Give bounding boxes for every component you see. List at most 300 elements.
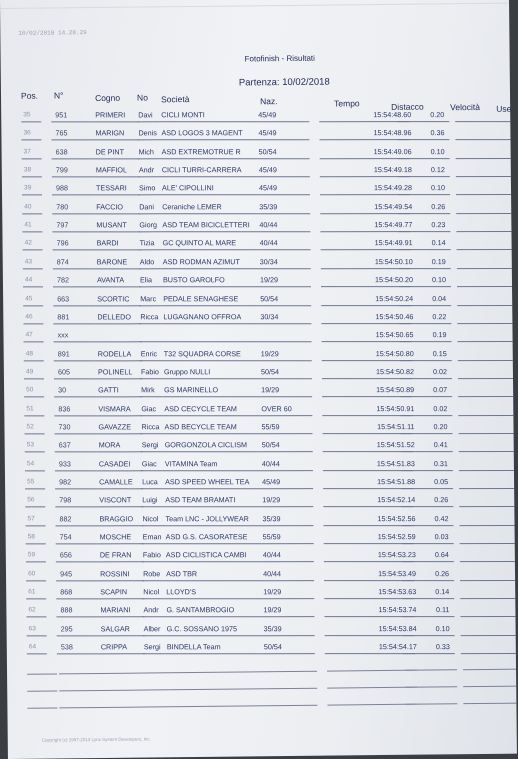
cell-num: 637 xyxy=(58,440,71,450)
cell-tempo: 15:54:50.65 xyxy=(375,330,414,340)
row-underline xyxy=(142,543,164,544)
cell-cognome: CRIPPA xyxy=(100,642,128,652)
row-underline xyxy=(139,305,161,306)
row-underline xyxy=(94,213,140,214)
cell-naz: 40/44 xyxy=(259,238,278,248)
row-underline xyxy=(456,158,511,159)
cell-pos: 62 xyxy=(28,606,36,614)
header-nation: Naz. xyxy=(260,96,278,107)
cell-pos: 63 xyxy=(28,625,36,633)
row-underline xyxy=(322,415,412,416)
cell-societa: BUSTO GAROLFO xyxy=(162,275,225,285)
row-underline xyxy=(95,286,141,287)
blank-row-line xyxy=(169,688,265,690)
table-row xyxy=(23,495,514,513)
table-row xyxy=(22,330,513,348)
row-underline xyxy=(402,543,454,544)
row-underline xyxy=(53,286,95,287)
table-row xyxy=(21,257,512,275)
cell-distacco: 0.26 xyxy=(431,201,446,211)
row-underline xyxy=(262,617,314,618)
cell-pos: 50 xyxy=(26,386,34,394)
row-underline xyxy=(21,121,41,122)
row-underline xyxy=(324,598,414,599)
cell-distacco: 0.10 xyxy=(435,623,450,633)
row-underline xyxy=(400,415,452,416)
cell-cognome: SCAPIN xyxy=(100,587,128,597)
row-underline xyxy=(142,562,164,563)
row-underline xyxy=(55,433,97,434)
cell-distacco: 0.26 xyxy=(435,568,450,578)
row-underline xyxy=(162,341,260,342)
blank-row-line xyxy=(27,673,57,674)
row-underline xyxy=(320,213,410,214)
row-underline xyxy=(52,176,94,177)
table-row xyxy=(21,294,512,312)
cell-nome: Giac xyxy=(141,403,157,413)
row-underline xyxy=(399,305,451,306)
cell-societa: ASD SPEED WHEEL TEA xyxy=(165,477,250,487)
cell-distacco: 0.05 xyxy=(434,477,449,487)
cell-cognome: MORA xyxy=(98,440,121,450)
row-underline xyxy=(22,195,42,196)
row-underline xyxy=(459,525,514,526)
row-underline xyxy=(164,562,262,563)
row-underline xyxy=(324,580,414,581)
blank-row-line xyxy=(27,690,57,691)
row-underline xyxy=(458,341,513,342)
row-underline xyxy=(163,452,261,453)
row-underline xyxy=(98,543,144,544)
cell-num: 663 xyxy=(57,293,70,303)
cell-naz: 45/49 xyxy=(258,128,277,138)
cell-societa: ASD G.S. CASORATESE xyxy=(165,532,248,542)
row-underline xyxy=(52,195,94,196)
cell-num: 891 xyxy=(57,348,70,358)
row-underline xyxy=(455,139,510,140)
cell-naz: 55/59 xyxy=(262,532,281,542)
blank-row-line xyxy=(145,672,169,673)
cell-pos: 36 xyxy=(23,129,31,137)
row-underline xyxy=(261,507,313,508)
cell-pos: 49 xyxy=(25,368,34,376)
row-underline xyxy=(459,433,514,434)
cell-tempo: 15:54:53.63 xyxy=(378,587,417,597)
cell-naz: 50/54 xyxy=(260,367,279,377)
row-underline xyxy=(320,195,410,196)
table-row xyxy=(22,349,513,367)
row-underline xyxy=(24,342,44,343)
blank-row-line xyxy=(59,707,103,708)
row-underline xyxy=(22,158,42,159)
row-underline xyxy=(398,158,450,159)
cell-pos: 60 xyxy=(28,570,36,578)
cell-distacco: 0.20 xyxy=(433,422,448,432)
blank-row-line xyxy=(265,687,317,689)
cell-naz: 45/49 xyxy=(258,110,277,120)
row-underline xyxy=(140,378,162,379)
row-underline xyxy=(139,250,161,251)
table-row xyxy=(24,605,515,623)
cell-tempo: 15:54:51.88 xyxy=(377,477,416,487)
row-underline xyxy=(97,507,143,508)
row-underline xyxy=(26,562,46,563)
cell-cognome: PRIMERI xyxy=(95,110,126,120)
row-underline xyxy=(258,176,310,177)
cell-naz: 19/29 xyxy=(260,348,279,358)
blank-row-line xyxy=(405,669,457,671)
cell-tempo: 15:54:50.46 xyxy=(375,311,414,321)
cell-cognome: CASADEI xyxy=(98,458,131,468)
row-underline xyxy=(399,323,451,324)
row-underline xyxy=(262,543,314,544)
blank-row-line xyxy=(101,706,147,707)
cell-naz: 19/29 xyxy=(263,605,282,615)
header-name: No xyxy=(136,92,148,103)
row-underline xyxy=(262,580,314,581)
cell-nome: Andr xyxy=(143,605,159,615)
row-underline xyxy=(96,397,142,398)
table-row xyxy=(20,183,511,201)
row-underline xyxy=(163,488,261,489)
row-underline xyxy=(162,396,260,397)
row-underline xyxy=(138,176,160,177)
cell-distacco: 0.02 xyxy=(433,403,448,413)
row-underline xyxy=(323,525,413,526)
row-underline xyxy=(54,378,96,379)
cell-cognome: MARIANI xyxy=(100,605,131,615)
row-underline xyxy=(140,415,162,416)
row-underline xyxy=(324,561,414,562)
cell-pos: 37 xyxy=(23,148,31,156)
cell-tempo: 15:54:50.80 xyxy=(375,348,414,358)
cell-num: 874 xyxy=(56,257,69,267)
cell-tempo: 15:54:52.59 xyxy=(377,532,416,542)
cell-pos: 52 xyxy=(26,423,34,431)
row-underline xyxy=(139,286,161,287)
cell-naz: 30/34 xyxy=(260,312,279,322)
row-underline xyxy=(54,360,96,361)
cell-societa: CICLI TURRI-CARRERA xyxy=(161,165,242,175)
cell-naz: 19/29 xyxy=(263,587,282,597)
row-underline xyxy=(162,415,260,416)
row-underline xyxy=(22,176,42,177)
row-underline xyxy=(22,231,42,232)
cell-pos: 58 xyxy=(27,533,35,541)
table-row xyxy=(21,312,512,330)
cell-societa: G. SANTAMBROGIO xyxy=(166,605,235,615)
row-underline xyxy=(258,158,310,159)
cell-naz: 40/44 xyxy=(263,568,282,578)
cell-num: 765 xyxy=(55,128,68,138)
cell-pos: 64 xyxy=(28,643,37,651)
cell-distacco: 0.64 xyxy=(434,550,449,560)
row-underline xyxy=(456,176,511,177)
row-underline xyxy=(52,158,94,159)
cell-tempo: 15:54:53.23 xyxy=(377,550,416,560)
row-underline xyxy=(459,451,514,452)
blank-row-line xyxy=(265,705,317,707)
row-underline xyxy=(402,617,454,618)
table-row xyxy=(24,587,515,605)
cell-tempo: 15:54:52.14 xyxy=(377,495,416,505)
cell-distacco: 0.26 xyxy=(434,495,449,505)
blank-row-line xyxy=(327,686,417,688)
row-underline xyxy=(93,121,139,122)
row-underline xyxy=(98,580,144,581)
row-underline xyxy=(162,360,260,361)
row-underline xyxy=(23,305,43,306)
row-underline xyxy=(97,488,143,489)
row-underline xyxy=(401,470,453,471)
cell-naz: 50/54 xyxy=(258,146,277,156)
row-underline xyxy=(138,231,160,232)
cell-cognome: VISCONT xyxy=(99,495,132,505)
row-underline xyxy=(323,470,413,471)
cell-societa: ASD TBR xyxy=(166,569,198,579)
table-row xyxy=(20,165,511,183)
cell-pos: 55 xyxy=(27,478,35,486)
page-title: Fotofinish - Risultati xyxy=(244,53,315,64)
row-underline xyxy=(138,158,160,159)
row-underline xyxy=(260,378,312,379)
row-underline xyxy=(262,562,314,563)
cell-naz: 35/39 xyxy=(259,201,278,211)
cell-societa: GORGONZOLA CICLISM xyxy=(164,440,248,450)
cell-societa: BINDELLA Team xyxy=(166,642,221,652)
header-gap: Distacco xyxy=(391,101,424,112)
table-row xyxy=(20,202,511,220)
cell-nome: Nicol xyxy=(143,587,160,597)
cell-societa: ASD TEAM BICICLETTERI xyxy=(162,220,250,230)
cell-nome: Nicol xyxy=(142,513,159,523)
table-row xyxy=(22,367,513,385)
row-underline xyxy=(97,452,143,453)
cell-num: 730 xyxy=(58,422,71,432)
row-underline xyxy=(402,561,454,562)
table-row xyxy=(23,477,514,495)
row-underline xyxy=(95,250,141,251)
row-underline xyxy=(262,598,314,599)
cell-num: 868 xyxy=(60,587,73,597)
row-underline xyxy=(460,561,515,562)
row-underline xyxy=(51,121,93,122)
cell-cognome: CAMALLE xyxy=(99,477,133,487)
row-underline xyxy=(257,121,309,122)
header-surname: Cogno xyxy=(94,92,121,104)
cell-distacco: 0.19 xyxy=(432,330,447,340)
row-underline xyxy=(459,470,514,471)
row-underline xyxy=(322,396,412,397)
table-row xyxy=(24,569,515,587)
cell-cognome: VISMARA xyxy=(98,403,131,413)
row-underline xyxy=(400,341,452,342)
row-underline xyxy=(460,543,515,544)
cell-distacco: 0.14 xyxy=(435,587,450,597)
row-underline xyxy=(25,470,45,471)
cell-distacco: 0.04 xyxy=(432,293,447,303)
cell-num: 797 xyxy=(56,220,69,230)
row-underline xyxy=(458,415,513,416)
cell-tempo: 15:54:49.54 xyxy=(374,201,413,211)
blank-row-line xyxy=(463,668,516,670)
cell-societa: ASD BECYCLE TEAM xyxy=(164,422,237,432)
row-underline xyxy=(141,452,163,453)
row-underline xyxy=(139,268,161,269)
cell-pos: 51 xyxy=(26,404,34,412)
blank-row-line xyxy=(169,705,265,707)
row-underline xyxy=(143,635,165,636)
row-underline xyxy=(141,507,163,508)
row-underline xyxy=(98,598,144,599)
row-underline xyxy=(160,231,258,232)
row-underline xyxy=(324,543,414,544)
row-underline xyxy=(142,580,164,581)
row-underline xyxy=(263,653,315,654)
row-underline xyxy=(258,231,310,232)
row-underline xyxy=(24,415,44,416)
row-underline xyxy=(164,598,262,599)
table-row xyxy=(24,532,515,550)
cell-cognome: MUSANT xyxy=(96,220,127,230)
cell-nome: Dani xyxy=(139,202,155,212)
cell-pos: 42 xyxy=(24,239,32,247)
cell-distacco: 0.41 xyxy=(433,440,448,450)
cell-nome: Luigi xyxy=(142,495,158,505)
row-underline xyxy=(139,323,161,324)
row-underline xyxy=(57,653,99,654)
cell-distacco: 0.23 xyxy=(431,220,446,230)
row-underline xyxy=(259,286,311,287)
row-underline xyxy=(165,653,263,654)
row-underline xyxy=(258,213,310,214)
cell-cognome: GAVAZZE xyxy=(98,422,132,432)
cell-pos: 44 xyxy=(24,276,33,284)
cell-distacco: 0.22 xyxy=(432,311,447,321)
cell-naz: 55/59 xyxy=(261,422,280,432)
cell-naz: 40/44 xyxy=(261,458,280,468)
cell-cognome: ROSSINI xyxy=(100,569,130,579)
row-underline xyxy=(460,580,515,581)
cell-societa: ASD CICLISTICA CAMBI xyxy=(165,550,247,560)
row-underline xyxy=(261,525,313,526)
row-underline xyxy=(142,598,164,599)
row-underline xyxy=(56,598,98,599)
row-underline xyxy=(51,140,93,141)
cell-nome: Fabio xyxy=(140,367,159,377)
row-underline xyxy=(26,598,46,599)
cell-naz: 50/54 xyxy=(263,642,282,652)
row-underline xyxy=(164,580,262,581)
cell-cognome: SCORTIC xyxy=(97,293,130,303)
row-underline xyxy=(260,396,312,397)
row-underline xyxy=(54,397,96,398)
table-row xyxy=(22,404,513,422)
row-underline xyxy=(140,397,162,398)
table-row xyxy=(20,147,511,165)
cell-cognome: BARDI xyxy=(96,238,119,248)
row-underline xyxy=(399,268,451,269)
cell-cognome: DE FRAN xyxy=(99,550,132,560)
row-underline xyxy=(165,635,263,636)
row-underline xyxy=(162,378,260,379)
cell-nome: Luca xyxy=(142,477,158,487)
cell-cognome: MAFFIOL xyxy=(95,165,127,175)
cell-pos: 47 xyxy=(25,331,33,339)
row-underline xyxy=(140,360,162,361)
row-underline xyxy=(321,305,411,306)
row-underline xyxy=(99,635,145,636)
table-row xyxy=(20,220,511,238)
cell-nome: Ricca xyxy=(140,312,159,322)
cell-nome: Elia xyxy=(139,275,152,285)
row-underline xyxy=(53,268,95,269)
row-underline xyxy=(94,158,140,159)
row-underline xyxy=(137,121,159,122)
cell-tempo: 15:54:51.11 xyxy=(377,422,415,432)
row-underline xyxy=(93,140,139,141)
table-row xyxy=(25,624,516,642)
table-row xyxy=(21,275,512,293)
row-underline xyxy=(320,158,410,159)
row-underline xyxy=(96,341,142,342)
row-underline xyxy=(23,323,43,324)
cell-pos: 45 xyxy=(25,294,33,302)
row-underline xyxy=(159,140,257,141)
row-underline xyxy=(321,323,411,324)
cell-naz: 35/39 xyxy=(263,623,282,634)
cell-tempo: 15:54:53.84 xyxy=(378,623,417,633)
cell-cognome: MARIGN xyxy=(95,128,125,138)
row-underline xyxy=(459,488,514,489)
cell-pos: 40 xyxy=(24,203,32,211)
row-underline xyxy=(55,470,97,471)
row-underline xyxy=(98,617,144,618)
cell-num: 638 xyxy=(55,147,68,157)
row-underline xyxy=(53,323,95,324)
row-underline xyxy=(457,305,512,306)
cell-societa: ASD LOGOS 3 MAGENT xyxy=(161,128,243,138)
cell-societa: PEDALE SENAGHESE xyxy=(163,293,239,303)
cell-num: 538 xyxy=(60,642,73,652)
row-underline xyxy=(26,543,46,544)
row-underline xyxy=(160,195,258,196)
row-underline xyxy=(399,250,451,251)
row-underline xyxy=(323,451,413,452)
header-speed: Velocità xyxy=(450,101,480,113)
cell-naz: 35/39 xyxy=(262,513,281,523)
cell-nome: Mich xyxy=(138,146,154,157)
cell-societa: ASD EXTREMOTRUE R xyxy=(161,146,241,156)
cell-naz: 19/29 xyxy=(261,385,280,395)
blank-row-line xyxy=(327,703,417,705)
cell-pos: 39 xyxy=(24,184,32,192)
row-underline xyxy=(457,268,512,269)
row-underline xyxy=(263,635,315,636)
row-underline xyxy=(460,616,515,617)
cell-distacco: 0.10 xyxy=(431,275,446,285)
cell-distacco: 0.19 xyxy=(431,256,446,266)
cell-tempo: 15:54:50.82 xyxy=(375,367,414,377)
row-underline xyxy=(321,250,411,251)
cell-num: 945 xyxy=(60,569,73,579)
cell-tempo: 15:54:54.17 xyxy=(378,642,417,652)
blank-row-line xyxy=(327,669,417,671)
row-underline xyxy=(141,470,163,471)
row-underline xyxy=(52,213,94,214)
cell-pos: 46 xyxy=(25,313,33,321)
row-underline xyxy=(319,139,409,140)
